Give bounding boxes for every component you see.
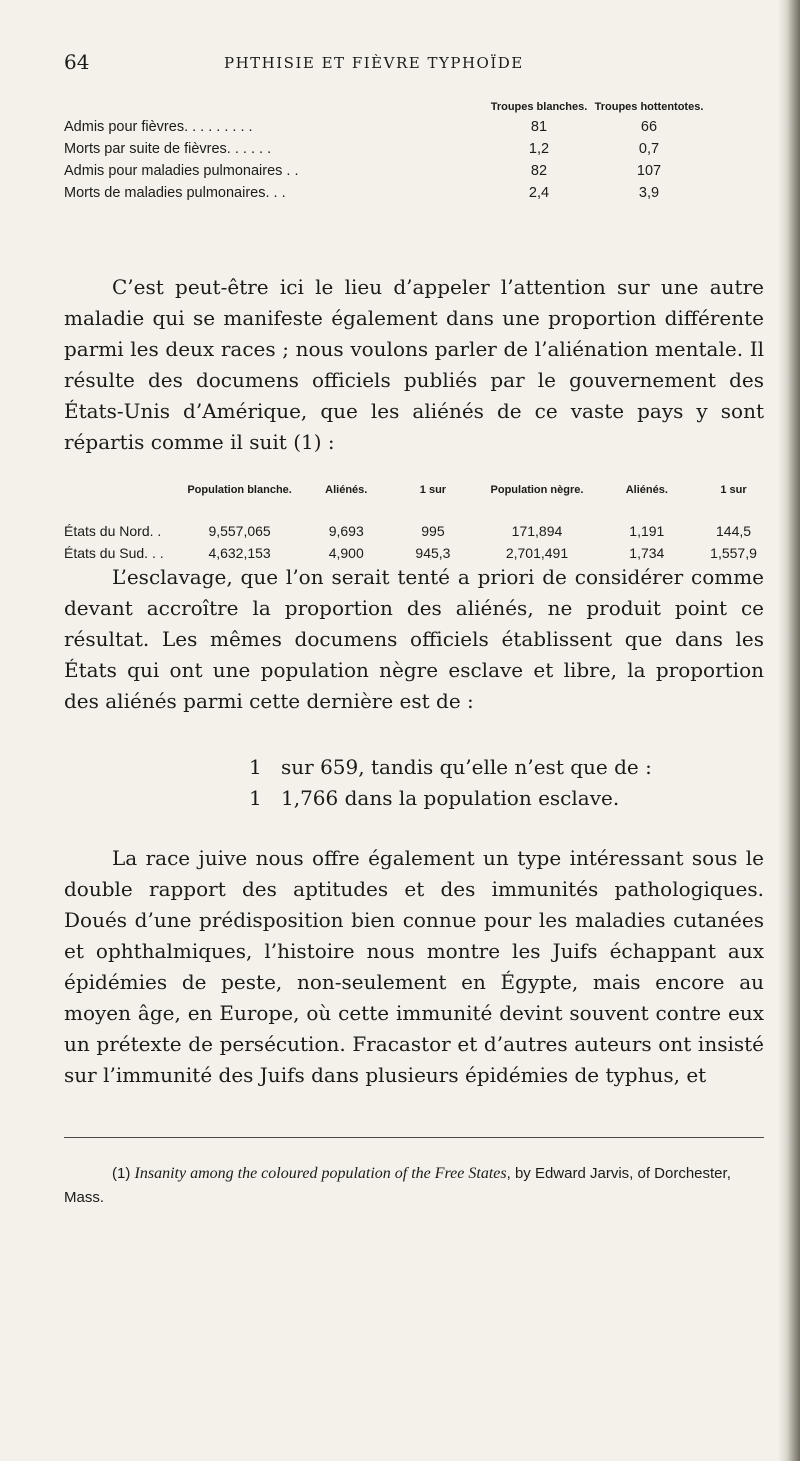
- row-label: Admis pour fièvres. . . . . . . . .: [64, 119, 253, 135]
- cell-value: 9,693: [328, 523, 364, 539]
- cell-value: 82: [530, 163, 548, 179]
- ratio-numerator: 1: [249, 755, 262, 779]
- paragraph-slavery: L’esclavage, que l’on serait tenté a priori de considérer comme devant accroître la proportion des aliénés, ne produit point ce résultat. Les mêmes documens officiels établissent que dans les États qui ont une population nègre esclave et libre, la proportion des aliénés parmi cette dernière est de :: [64, 565, 764, 713]
- row-label: États du Nord. .: [64, 523, 162, 539]
- cell-value: 171,894: [511, 523, 563, 539]
- col-header-insane-negro: Aliénés.: [625, 484, 668, 496]
- cell-value: 3,9: [638, 185, 660, 201]
- paragraph-jewish-race: La race juive nous offre également un type intéressant sous le double rapport des aptitudes et des immunités pathologiques. Doués d’une prédisposition bien connue pour les maladies cutanées et ophthalmiques, l’histoire nous montre les Juifs échappant aux épidémies de peste, non-seulement en Égypte, mais encore au moyen âge, en Europe, où cette immunité devint souvent contre eux un prétexte de persécution. Fracastor et d’autres auteurs ont insisté sur l’immunité des Juifs dans plusieurs épidémies de typhus, et: [64, 846, 764, 1087]
- page-header: [64, 50, 764, 80]
- cell-value: 2,4: [528, 185, 550, 201]
- page-edge-shadow: [778, 0, 800, 1461]
- col-header-insane-white: Aliénés.: [325, 484, 368, 496]
- row-label: Morts par suite de fièvres. . . . . .: [64, 141, 272, 157]
- cell-value: 1,2: [528, 141, 550, 157]
- col-header-negro-population: Population nègre.: [490, 484, 584, 496]
- footnote: [64, 1162, 764, 1210]
- row-label: États du Sud. . .: [64, 545, 164, 561]
- cell-value: 9,557,065: [208, 523, 271, 539]
- footnote-title: Insanity among the coloured population of the Free States: [134, 1165, 507, 1182]
- cell-value: 4,632,153: [208, 545, 271, 561]
- cell-value: 995: [421, 523, 445, 539]
- col-header-ratio-white: 1 sur: [419, 484, 447, 496]
- insanity-table-header: [64, 484, 774, 520]
- col-header-hottentot-troops: Troupes hottentotes.: [594, 101, 704, 113]
- row-label: Morts de maladies pulmonaires. . .: [64, 185, 286, 201]
- page-number: 64: [64, 50, 90, 74]
- cell-value: 144,5: [716, 523, 752, 539]
- troops-table-header: [64, 84, 704, 116]
- paragraph-alienation: C’est peut-être ici le lieu d’appeler l’attention sur une autre maladie qui se manifeste également dans une proportion différente parmi les deux races ; nous voulons parler de l’aliénation mentale. Il résulte des documens officiels publiés par le gouvernement des États-Unis d’Amérique, que les aliénés de ce vaste pays y sont répartis comme il suit (1) :: [64, 275, 764, 454]
- running-head: PHTHISIE ET FIÈVRE TYPHOÏDE: [224, 54, 524, 72]
- insanity-statistics-table: [64, 484, 774, 564]
- cell-value: 1,734: [629, 545, 665, 561]
- footnote-divider: [64, 1137, 764, 1138]
- table-row: [64, 182, 704, 204]
- ratio-numerator: 1: [249, 786, 262, 810]
- table-row: [64, 160, 704, 182]
- cell-value: 107: [636, 163, 662, 179]
- footnote-citation: , by Edward Jarvis, of Dorchester, Mass.: [64, 1165, 731, 1206]
- table-row: [64, 542, 774, 564]
- table-row: [64, 138, 704, 160]
- row-label: Admis pour maladies pulmonaires . .: [64, 163, 299, 179]
- cell-value: 81: [530, 119, 548, 135]
- table-row: [64, 116, 704, 138]
- ratio-text: 1,766 dans la population esclave.: [281, 786, 620, 810]
- cell-value: 2,701,491: [505, 545, 569, 561]
- cell-value: 4,900: [328, 545, 364, 561]
- ratio-text: sur 659, tandis qu’elle n’est que de :: [281, 755, 652, 779]
- troops-table: [64, 84, 704, 204]
- cell-value: 0,7: [638, 141, 660, 157]
- footnote-marker: (1): [112, 1165, 131, 1182]
- cell-value: 1,191: [629, 523, 665, 539]
- col-header-ratio-negro: 1 sur: [720, 484, 747, 496]
- col-header-white-troops: Troupes blanches.: [490, 101, 588, 113]
- cell-value: 945,3: [415, 545, 451, 561]
- cell-value: 66: [640, 119, 658, 135]
- col-header-white-population: Population blanche.: [187, 484, 292, 496]
- table-row: [64, 520, 774, 542]
- cell-value: 1,557,9: [710, 545, 757, 561]
